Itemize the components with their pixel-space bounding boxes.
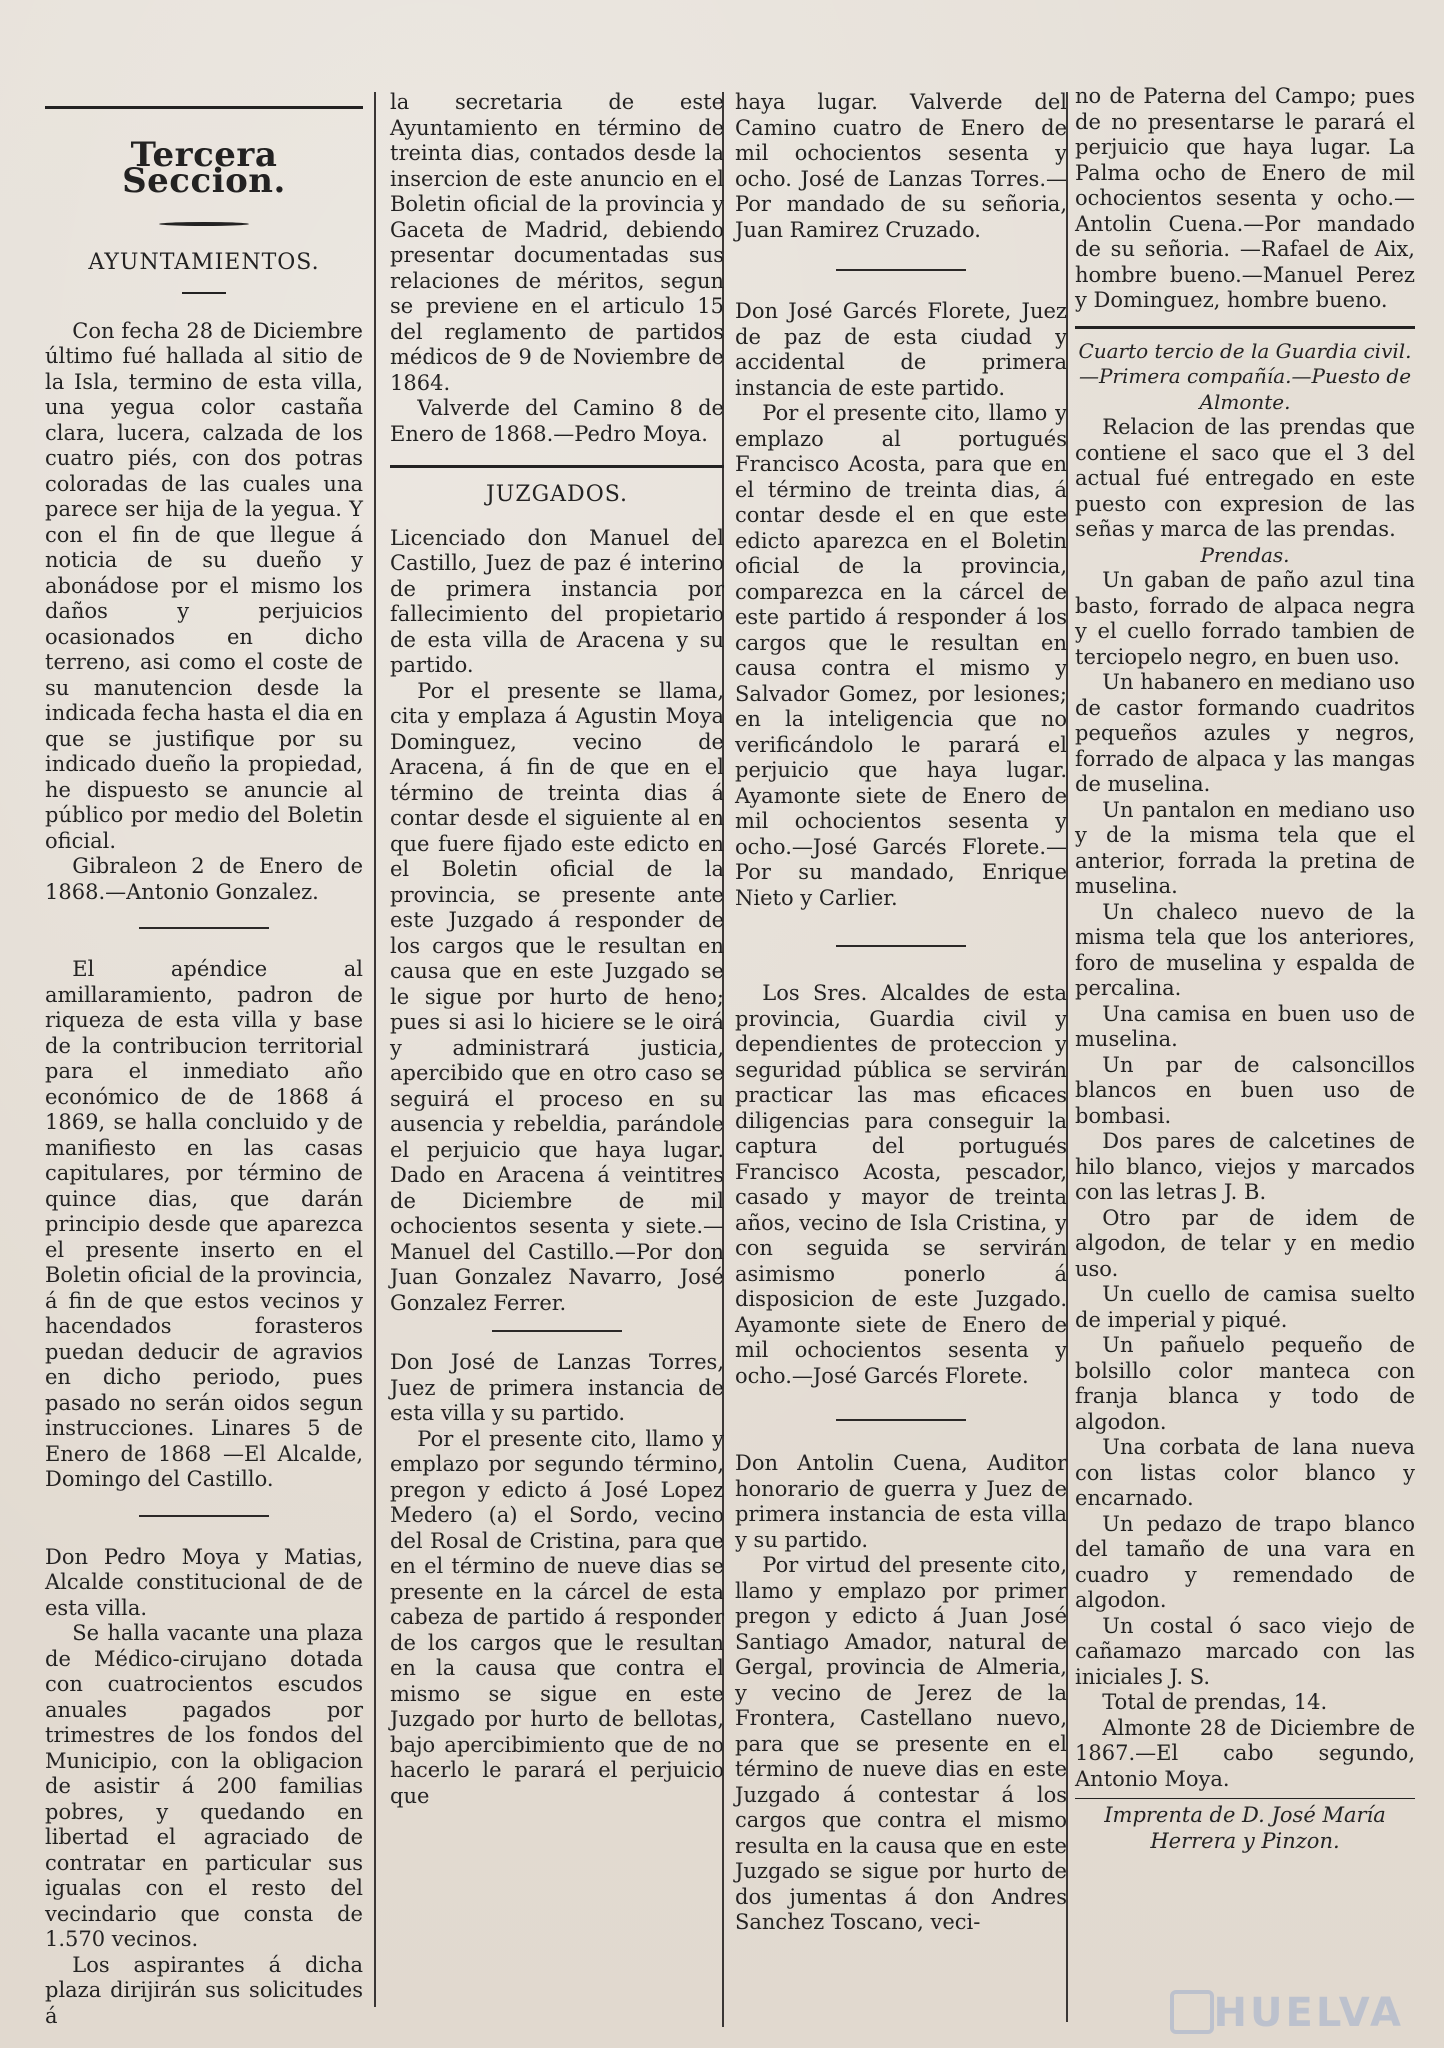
ornament-divider [45, 210, 363, 236]
separator [836, 1419, 966, 1421]
notice-signature: Almonte 28 de Diciembre de 1867.—El cabo segundo, Antonio Moya. [1075, 1715, 1415, 1791]
list-item: Una corbata de lana nueva con listas color blanco y encarnado. [1075, 1435, 1415, 1510]
list-item: Un cuello de camisa suelto de imperial y piqué. [1075, 1282, 1415, 1332]
notice-signature: Valverde del Camino 8 de Enero de 1868.—Pedro Moya. [390, 396, 724, 446]
heading-juzgados: JUZGADOS. [485, 482, 629, 507]
list-item: Un pantalon en mediano uso y de la misma tela que el anterior, forrada la pretina de muselina. [1075, 797, 1415, 898]
notice-text: Por el presente se llama, cita y emplaza á Agustin Moya Dominguez, vecino de Aracena, á fin de que en el término de treinta dias á contar desde el siguiente al en que fuere fijado este edicto en el Boletin oficial de la provincia, se presente ante este Juzgado á responder de los cargos que le resultan en causa que en este Juzgado se le sigue por hurto de heno; pues si asi lo hiciere se le oirá y administrará justicia, apercibido que en otro caso se seguirá el proceso en su ausencia y rebeldia, parándole el perjuicio que haya lugar. Dado en Aracena á veintitres de Diciembre de mil ochocientos sesenta y siete.—Manuel del Castillo.—Por don Juan Gonzalez Navarro, José Gonzalez Ferrer. [390, 678, 724, 1315]
notice-text: Se halla vacante una plaza de Médico-cirujano dotada con cuatrocientos escudos anuales pagados por trimestres de los fondos del Municipio, con la obligacion de asistir á 200 familias pobres, y quedando en libertad el agraciado de contratar en particular sus igualas con el resto del vecindario que consta de 1.570 vecinos. [45, 1621, 363, 1951]
heading-ayuntamientos: AYUNTAMIENTOS. [88, 249, 320, 275]
notice-heading: Cuarto tercio de la Guardia civil. —Primera compañía.—Puesto de Almonte. [1078, 338, 1412, 414]
column-1 [45, 100, 363, 2029]
list-item: Otro par de idem de algodon, de telar y en medio uso. [1075, 1205, 1415, 1281]
list-item: Una camisa en buen uso de muselina. [1075, 1001, 1415, 1051]
imprint-rule [1075, 1798, 1415, 1799]
notice-text: Con fecha 28 de Diciembre último fué hallada al sitio de la Isla, termino de esta villa, una yegua color castaña clara, lucera, calzada de los cuatro piés, con dos potras coloradas de las cuales una parece ser hija de la yegua. Y con el fin de que llegue á noticia de su dueño y abonádose por el mismo los daños y perjuicios ocasionados en dicho terreno, asi como el coste de su manutencion desde la indicada fecha hasta el dia en que se justifique por su indicado dueño la propiedad, he dispuesto se anuncie al público por medio del Boletin oficial. [45, 318, 363, 853]
items-list [1075, 568, 1415, 1690]
notice-text: la secretaria de este Ayuntamiento en término de treinta dias, contados desde la insercion de este anuncio en el Boletin oficial de la provincia y Gaceta de Madrid, debiendo presentar documentadas sus relaciones de méritos, segun se previene en el articulo 15 del reglamento de partidos médicos de 9 de Noviembre de 1864. [390, 90, 724, 395]
notice-text: haya lugar. Valverde del Camino cuatro de Enero de mil ochocientos sesenta y ocho. José de Lanzas Torres.—Por mandado de su señoria, Juan Ramirez Cruzado. [735, 90, 1067, 242]
prendas-title: Prendas. [1200, 542, 1290, 567]
list-item: Un gaban de paño azul tina basto, forrado de alpaca negra y el cuello forrado tambien de terciopelo negro, en buen uso. [1075, 568, 1415, 669]
notice-heading: Don José Garcés Florete, Juez de paz de esta ciudad y accidental de primera instancia de este partido. [735, 299, 1067, 400]
list-item: Un par de calsoncillos blancos en buen uso de bombasi. [1075, 1052, 1415, 1128]
total-line: Total de prendas, 14. [1102, 1690, 1328, 1714]
separator [139, 927, 269, 929]
archive-watermark: HUELVA [1213, 1990, 1404, 2036]
section-rule [390, 465, 724, 468]
notice-text: Por virtud del presente cito, llamo y emplazo por primer pregon y edicto á Juan José Santiago Amador, natural de Gergal, provincia de Almeria, y vecino de Jerez de la Frontera, Castellano nuevo, para que se presente en el término de nueve dias en este Juzgado á contestar á los cargos que contra el mismo resulta en la causa que en este Juzgado se sigue por hurto de dos jumentas á don Andres Sanchez Toscano, veci- [735, 1553, 1067, 1934]
column-4 [1075, 84, 1415, 1854]
heading-underline [45, 279, 363, 305]
separator [836, 945, 966, 947]
section-title: Tercera Seccion. [122, 135, 286, 201]
list-item: Un pedazo de trapo blanco del tamaño de una vara en cuadro y remendado de algodon. [1075, 1511, 1415, 1612]
notice-heading: Don Pedro Moya y Matias, Alcalde constitucional de de esta villa. [45, 1544, 363, 1620]
separator [836, 269, 966, 271]
notice-text: no de Paterna del Campo; pues de no presentarse le parará el perjuicio que haya lugar. La Palma ocho de Enero de mil ochocientos sesenta y ocho.—Antolin Cuena.—Por mandado de su señoria. —Rafael de Aix, hombre bueno.—Manuel Perez y Dominguez, hombre bueno. [1075, 84, 1415, 312]
separator [492, 1330, 622, 1332]
list-item: Dos pares de calcetines de hilo blanco, viejos y marcados con las letras J. B. [1075, 1129, 1415, 1204]
list-item: Un chaleco nuevo de la misma tela que los anteriores, foro de muselina y espalda de percalina. [1075, 899, 1415, 1000]
column-divider [374, 92, 376, 2007]
top-rule [45, 106, 363, 109]
notice-text: El apéndice al amillaramiento, padron de riqueza de esta villa y base de la contribucion territorial para el inmediato año económico de de 1868 á 1869, se halla concluido y de manifiesto en las casas capitulares, por término de quince dias, que darán principio desde que aparezca el presente inserto en el Boletin oficial de la provincia, á fin de que estos vecinos y hacendados forasteros puedan deducir de agravios en dicho periodo, pues pasado no serán oidos segun instrucciones. Linares 5 de Enero de 1868 —El Alcalde, Domingo del Castillo. [45, 957, 363, 1491]
notice-signature: Gibraleon 2 de Enero de 1868.—Antonio Gonzalez. [45, 854, 363, 904]
notice-text: Por el presente cito, llamo y emplazo por segundo término, pregon y edicto á José Lopez Medero (a) el Sordo, vecino del Rosal de Cristina, para que en el término de nueve dias se presente en la cárcel de esta cabeza de partido á responder de los cargos que le resultan en la causa que contra el mismo se sigue en este Juzgado por hurto de bellotas, bajo apercibimiento que de no hacerlo le parará el perjuicio que [390, 1426, 724, 1808]
archive-seal-icon [1170, 1990, 1214, 2034]
column-3 [735, 90, 1067, 1936]
notice-text: Por el presente cito, llamo y emplazo al portugués Francisco Acosta, para que en el término de treinta dias, á contar desde el en que este edicto aparezca en el Boletin oficial de la provincia, comparezca en la cárcel de este partido á responder á los cargos que le resultan en causa contra el mismo y Salvador Gomez, por lesiones; en la inteligencia que no verificándolo le parará el perjuicio que haya lugar. Ayamonte siete de Enero de mil ochocientos sesenta y ocho.—José Garcés Florete.—Por su mandado, Enrique Nieto y Carlier. [735, 401, 1067, 910]
list-item: Un pañuelo pequeño de bolsillo color manteca con franja blanca y todo de algodon. [1075, 1333, 1415, 1434]
column-2 [390, 90, 724, 1809]
notice-heading: Don José de Lanzas Torres, Juez de primera instancia de esta villa y su partido. [390, 1350, 724, 1425]
notice-heading: Licenciado don Manuel del Castillo, Juez de paz é interino de primera instancia por fallecimiento del propietario de esta villa de Aracena y su partido. [390, 525, 724, 677]
notice-text: Los Sres. Alcaldes de esta provincia, Guardia civil y dependientes de proteccion y seguridad pública se servirán practicar las mas eficaces diligencias para conseguir la captura del portugués Francisco Acosta, pescador, casado y mayor de treinta años, vecino de Isla Cristina, y con seguida se servirán asimismo ponerlo á disposicion de este Juzgado. Ayamonte siete de Enero de mil ochocientos sesenta y ocho.—José Garcés Florete. [735, 981, 1067, 1388]
notice-text: Relacion de las prendas que contiene el saco que el 3 del actual fué entregado en este puesto con expresion de las señas y marca de las prendas. [1075, 415, 1415, 541]
list-item: Un costal ó saco viejo de cañamazo marcado con las iniciales J. S. [1075, 1613, 1415, 1689]
imprint: Imprenta de D. José María Herrera y Pinzon. [1104, 1803, 1386, 1853]
separator [139, 1515, 269, 1517]
list-item: Un habanero en mediano uso de castor formando cuadritos pequeños azules y negros, forrado de alpaca y las mangas de muselina. [1075, 670, 1415, 796]
notice-heading: Don Antolin Cuena, Auditor honorario de guerra y Juez de primera instancia de esta villa y su partido. [735, 1451, 1067, 1552]
section-rule [1075, 326, 1415, 329]
notice-text: Los aspirantes á dicha plaza dirijirán sus solicitudes á [45, 1952, 363, 2028]
